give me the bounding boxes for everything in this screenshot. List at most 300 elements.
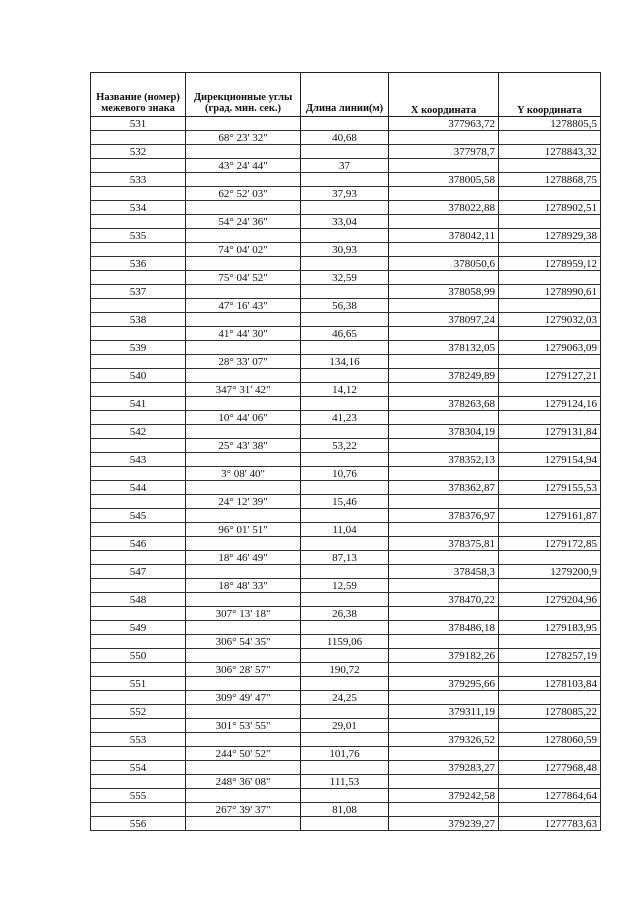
empty-cell	[91, 439, 186, 453]
empty-cell	[389, 467, 499, 481]
x-coordinate-cell: 378249,89	[389, 369, 499, 383]
point-row	[91, 285, 601, 299]
segment-row	[91, 495, 601, 509]
empty-cell	[301, 229, 389, 243]
line-length-cell: 53,22	[301, 439, 389, 453]
y-coordinate-cell: 1279161,87	[499, 509, 601, 523]
empty-cell	[301, 285, 389, 299]
empty-cell	[389, 635, 499, 649]
empty-cell	[499, 299, 601, 313]
mark-name-cell: 543	[91, 453, 186, 467]
empty-cell	[389, 271, 499, 285]
bearing-angle-cell: 68° 23' 32"	[186, 131, 301, 145]
empty-cell	[91, 663, 186, 677]
y-coordinate-cell: 1279032,03	[499, 313, 601, 327]
empty-cell	[91, 803, 186, 817]
empty-cell	[389, 607, 499, 621]
x-coordinate-cell: 378362,87	[389, 481, 499, 495]
empty-cell	[389, 383, 499, 397]
empty-cell	[499, 719, 601, 733]
empty-cell	[301, 201, 389, 215]
x-coordinate-cell: 378022,88	[389, 201, 499, 215]
point-row	[91, 229, 601, 243]
empty-cell	[91, 607, 186, 621]
point-row	[91, 677, 601, 691]
empty-cell	[91, 355, 186, 369]
y-coordinate-cell: 1278929,38	[499, 229, 601, 243]
point-row	[91, 649, 601, 663]
empty-cell	[389, 243, 499, 257]
segment-row	[91, 467, 601, 481]
segment-row	[91, 579, 601, 593]
line-length-cell: 190,72	[301, 663, 389, 677]
empty-cell	[499, 215, 601, 229]
empty-cell	[389, 523, 499, 537]
line-length-cell: 37,93	[301, 187, 389, 201]
point-row	[91, 341, 601, 355]
bearing-angle-cell: 267° 39' 37"	[186, 803, 301, 817]
empty-cell	[301, 565, 389, 579]
bearing-angle-cell: 24° 12' 39"	[186, 495, 301, 509]
segment-row	[91, 299, 601, 313]
point-row	[91, 117, 601, 131]
mark-name-cell: 537	[91, 285, 186, 299]
bearing-angle-cell: 28° 33' 07"	[186, 355, 301, 369]
y-coordinate-cell: 1279131,84	[499, 425, 601, 439]
empty-cell	[389, 747, 499, 761]
bearing-angle-cell: 347° 31' 42"	[186, 383, 301, 397]
empty-cell	[301, 481, 389, 495]
empty-cell	[499, 551, 601, 565]
empty-cell	[91, 299, 186, 313]
point-row	[91, 453, 601, 467]
empty-cell	[499, 691, 601, 705]
header-y: Y координата	[499, 73, 601, 117]
line-length-cell: 12,59	[301, 579, 389, 593]
empty-cell	[186, 397, 301, 411]
point-row	[91, 397, 601, 411]
empty-cell	[186, 649, 301, 663]
empty-cell	[186, 229, 301, 243]
point-row	[91, 565, 601, 579]
empty-cell	[499, 523, 601, 537]
y-coordinate-cell: 1279154,94	[499, 453, 601, 467]
y-coordinate-cell: 1279063,09	[499, 341, 601, 355]
point-row	[91, 621, 601, 635]
empty-cell	[186, 565, 301, 579]
empty-cell	[301, 817, 389, 831]
mark-name-cell: 540	[91, 369, 186, 383]
y-coordinate-cell: 1279200,9	[499, 565, 601, 579]
empty-cell	[389, 719, 499, 733]
header-x: X координата	[389, 73, 499, 117]
bearing-angle-cell: 306° 54' 35"	[186, 635, 301, 649]
header-length: Длина линии(м)	[301, 73, 389, 117]
empty-cell	[186, 789, 301, 803]
bearing-angle-cell: 75° 04' 52"	[186, 271, 301, 285]
x-coordinate-cell: 379283,27	[389, 761, 499, 775]
empty-cell	[389, 299, 499, 313]
segment-row	[91, 747, 601, 761]
line-length-cell: 40,68	[301, 131, 389, 145]
x-coordinate-cell: 379311,19	[389, 705, 499, 719]
y-coordinate-cell: 1278868,75	[499, 173, 601, 187]
mark-name-cell: 554	[91, 761, 186, 775]
line-length-cell: 32,59	[301, 271, 389, 285]
y-coordinate-cell: 1278103,84	[499, 677, 601, 691]
empty-cell	[91, 383, 186, 397]
mark-name-cell: 541	[91, 397, 186, 411]
empty-cell	[91, 691, 186, 705]
segment-row	[91, 663, 601, 677]
mark-name-cell: 552	[91, 705, 186, 719]
segment-row	[91, 775, 601, 789]
point-row	[91, 509, 601, 523]
segment-row	[91, 327, 601, 341]
mark-name-cell: 545	[91, 509, 186, 523]
bearing-angle-cell: 306° 28' 57"	[186, 663, 301, 677]
line-length-cell: 111,53	[301, 775, 389, 789]
mark-name-cell: 531	[91, 117, 186, 131]
empty-cell	[301, 761, 389, 775]
y-coordinate-cell: 1278805,5	[499, 117, 601, 131]
bearing-angle-cell: 41° 44' 30"	[186, 327, 301, 341]
y-coordinate-cell: 1279183,95	[499, 621, 601, 635]
line-length-cell: 33,04	[301, 215, 389, 229]
line-length-cell: 10,76	[301, 467, 389, 481]
bearing-angle-cell: 25° 43' 38"	[186, 439, 301, 453]
empty-cell	[499, 355, 601, 369]
empty-cell	[301, 313, 389, 327]
y-coordinate-cell: 1279155,53	[499, 481, 601, 495]
empty-cell	[301, 537, 389, 551]
point-row	[91, 425, 601, 439]
x-coordinate-cell: 377963,72	[389, 117, 499, 131]
empty-cell	[91, 411, 186, 425]
x-coordinate-cell: 378097,24	[389, 313, 499, 327]
bearing-angle-cell: 18° 48' 33"	[186, 579, 301, 593]
empty-cell	[91, 747, 186, 761]
empty-cell	[389, 439, 499, 453]
empty-cell	[301, 789, 389, 803]
y-coordinate-cell: 1278902,51	[499, 201, 601, 215]
empty-cell	[499, 271, 601, 285]
point-row	[91, 537, 601, 551]
empty-cell	[186, 453, 301, 467]
empty-cell	[186, 425, 301, 439]
line-length-cell: 11,04	[301, 523, 389, 537]
point-row	[91, 145, 601, 159]
bearing-angle-cell: 43° 24' 44"	[186, 159, 301, 173]
empty-cell	[301, 425, 389, 439]
empty-cell	[186, 313, 301, 327]
mark-name-cell: 538	[91, 313, 186, 327]
empty-cell	[301, 173, 389, 187]
empty-cell	[499, 467, 601, 481]
mark-name-cell: 536	[91, 257, 186, 271]
segment-row	[91, 243, 601, 257]
segment-row	[91, 439, 601, 453]
point-row	[91, 481, 601, 495]
line-length-cell: 15,46	[301, 495, 389, 509]
segment-row	[91, 607, 601, 621]
line-length-cell: 26,38	[301, 607, 389, 621]
empty-cell	[301, 397, 389, 411]
empty-cell	[186, 817, 301, 831]
mark-name-cell: 556	[91, 817, 186, 831]
empty-cell	[186, 705, 301, 719]
bearing-angle-cell: 62° 52' 03"	[186, 187, 301, 201]
segment-row	[91, 271, 601, 285]
point-row	[91, 257, 601, 271]
segment-row	[91, 551, 601, 565]
mark-name-cell: 539	[91, 341, 186, 355]
empty-cell	[91, 243, 186, 257]
point-row	[91, 789, 601, 803]
x-coordinate-cell: 378375,81	[389, 537, 499, 551]
empty-cell	[186, 201, 301, 215]
empty-cell	[499, 635, 601, 649]
line-length-cell: 14,12	[301, 383, 389, 397]
x-coordinate-cell: 379295,66	[389, 677, 499, 691]
empty-cell	[91, 551, 186, 565]
y-coordinate-cell: 1279204,96	[499, 593, 601, 607]
boundary-marks-table	[90, 72, 601, 831]
line-length-cell: 37	[301, 159, 389, 173]
point-row	[91, 173, 601, 187]
x-coordinate-cell: 378005,58	[389, 173, 499, 187]
line-length-cell: 46,65	[301, 327, 389, 341]
y-coordinate-cell: 1278257,19	[499, 649, 601, 663]
empty-cell	[499, 383, 601, 397]
x-coordinate-cell: 378470,22	[389, 593, 499, 607]
bearing-angle-cell: 96° 01' 51"	[186, 523, 301, 537]
empty-cell	[301, 453, 389, 467]
empty-cell	[389, 355, 499, 369]
segment-row	[91, 159, 601, 173]
mark-name-cell: 549	[91, 621, 186, 635]
empty-cell	[91, 187, 186, 201]
segment-row	[91, 719, 601, 733]
y-coordinate-cell: 1279124,16	[499, 397, 601, 411]
empty-cell	[499, 327, 601, 341]
x-coordinate-cell: 378058,99	[389, 285, 499, 299]
line-length-cell: 41,23	[301, 411, 389, 425]
empty-cell	[499, 775, 601, 789]
empty-cell	[301, 341, 389, 355]
segment-row	[91, 691, 601, 705]
empty-cell	[389, 411, 499, 425]
empty-cell	[91, 131, 186, 145]
point-row	[91, 201, 601, 215]
empty-cell	[91, 327, 186, 341]
table-body	[91, 117, 601, 831]
x-coordinate-cell: 379326,52	[389, 733, 499, 747]
empty-cell	[301, 509, 389, 523]
empty-cell	[91, 775, 186, 789]
empty-cell	[91, 579, 186, 593]
point-row	[91, 733, 601, 747]
line-length-cell: 29,01	[301, 719, 389, 733]
y-coordinate-cell: 1277783,63	[499, 817, 601, 831]
empty-cell	[186, 593, 301, 607]
empty-cell	[499, 495, 601, 509]
bearing-angle-cell: 10° 44' 06"	[186, 411, 301, 425]
point-row	[91, 369, 601, 383]
header-name: Название (номер) межевого знака	[91, 73, 186, 117]
empty-cell	[301, 257, 389, 271]
point-row	[91, 313, 601, 327]
empty-cell	[91, 271, 186, 285]
segment-row	[91, 187, 601, 201]
empty-cell	[186, 761, 301, 775]
empty-cell	[389, 551, 499, 565]
mark-name-cell: 542	[91, 425, 186, 439]
point-row	[91, 705, 601, 719]
mark-name-cell: 535	[91, 229, 186, 243]
segment-row	[91, 383, 601, 397]
empty-cell	[499, 131, 601, 145]
bearing-angle-cell: 3° 08' 40"	[186, 467, 301, 481]
x-coordinate-cell: 378263,68	[389, 397, 499, 411]
empty-cell	[186, 257, 301, 271]
x-coordinate-cell: 378132,05	[389, 341, 499, 355]
line-length-cell: 87,13	[301, 551, 389, 565]
x-coordinate-cell: 378304,19	[389, 425, 499, 439]
y-coordinate-cell: 1278990,61	[499, 285, 601, 299]
empty-cell	[301, 593, 389, 607]
x-coordinate-cell: 378376,97	[389, 509, 499, 523]
empty-cell	[91, 467, 186, 481]
empty-cell	[499, 187, 601, 201]
empty-cell	[91, 719, 186, 733]
line-length-cell: 30,93	[301, 243, 389, 257]
empty-cell	[91, 215, 186, 229]
empty-cell	[301, 145, 389, 159]
empty-cell	[301, 369, 389, 383]
line-length-cell: 1159,06	[301, 635, 389, 649]
bearing-angle-cell: 248° 36' 08"	[186, 775, 301, 789]
mark-name-cell: 547	[91, 565, 186, 579]
point-row	[91, 761, 601, 775]
empty-cell	[499, 803, 601, 817]
empty-cell	[389, 495, 499, 509]
segment-row	[91, 411, 601, 425]
bearing-angle-cell: 309° 49' 47"	[186, 691, 301, 705]
empty-cell	[301, 621, 389, 635]
line-length-cell: 81,08	[301, 803, 389, 817]
empty-cell	[186, 733, 301, 747]
empty-cell	[186, 145, 301, 159]
mark-name-cell: 534	[91, 201, 186, 215]
line-length-cell: 24,25	[301, 691, 389, 705]
empty-cell	[91, 159, 186, 173]
empty-cell	[389, 663, 499, 677]
empty-cell	[301, 649, 389, 663]
point-row	[91, 593, 601, 607]
empty-cell	[301, 733, 389, 747]
point-row	[91, 817, 601, 831]
y-coordinate-cell: 1278843,32	[499, 145, 601, 159]
empty-cell	[91, 635, 186, 649]
bearing-angle-cell: 244° 50' 52"	[186, 747, 301, 761]
bearing-angle-cell: 74° 04' 02"	[186, 243, 301, 257]
empty-cell	[301, 677, 389, 691]
mark-name-cell: 546	[91, 537, 186, 551]
empty-cell	[389, 187, 499, 201]
y-coordinate-cell: 1277864,64	[499, 789, 601, 803]
empty-cell	[186, 341, 301, 355]
segment-row	[91, 131, 601, 145]
empty-cell	[499, 607, 601, 621]
empty-cell	[499, 663, 601, 677]
bearing-angle-cell: 307° 13' 18"	[186, 607, 301, 621]
empty-cell	[186, 173, 301, 187]
x-coordinate-cell: 379239,27	[389, 817, 499, 831]
empty-cell	[91, 523, 186, 537]
segment-row	[91, 355, 601, 369]
empty-cell	[499, 579, 601, 593]
bearing-angle-cell: 47° 16' 43"	[186, 299, 301, 313]
segment-row	[91, 523, 601, 537]
y-coordinate-cell: 1277968,48	[499, 761, 601, 775]
mark-name-cell: 544	[91, 481, 186, 495]
empty-cell	[301, 117, 389, 131]
x-coordinate-cell: 377978,7	[389, 145, 499, 159]
x-coordinate-cell: 379182,26	[389, 649, 499, 663]
mark-name-cell: 553	[91, 733, 186, 747]
x-coordinate-cell: 378042,11	[389, 229, 499, 243]
header-angle: Дирекционные углы (град. мин. сек.)	[186, 73, 301, 117]
line-length-cell: 101,76	[301, 747, 389, 761]
empty-cell	[389, 775, 499, 789]
empty-cell	[186, 117, 301, 131]
empty-cell	[389, 691, 499, 705]
empty-cell	[389, 131, 499, 145]
empty-cell	[301, 705, 389, 719]
x-coordinate-cell: 378486,18	[389, 621, 499, 635]
empty-cell	[186, 537, 301, 551]
empty-cell	[186, 285, 301, 299]
x-coordinate-cell: 378458,3	[389, 565, 499, 579]
empty-cell	[499, 439, 601, 453]
bearing-angle-cell: 301° 53' 55"	[186, 719, 301, 733]
mark-name-cell: 555	[91, 789, 186, 803]
empty-cell	[389, 327, 499, 341]
empty-cell	[499, 159, 601, 173]
empty-cell	[186, 481, 301, 495]
y-coordinate-cell: 1279172,85	[499, 537, 601, 551]
bearing-angle-cell: 18° 46' 49"	[186, 551, 301, 565]
empty-cell	[499, 243, 601, 257]
x-coordinate-cell: 378050,6	[389, 257, 499, 271]
x-coordinate-cell: 379242,58	[389, 789, 499, 803]
empty-cell	[389, 803, 499, 817]
empty-cell	[186, 621, 301, 635]
empty-cell	[186, 369, 301, 383]
empty-cell	[389, 159, 499, 173]
segment-row	[91, 803, 601, 817]
empty-cell	[499, 411, 601, 425]
y-coordinate-cell: 1278959,12	[499, 257, 601, 271]
segment-row	[91, 635, 601, 649]
mark-name-cell: 548	[91, 593, 186, 607]
y-coordinate-cell: 1278060,59	[499, 733, 601, 747]
empty-cell	[186, 509, 301, 523]
bearing-angle-cell: 54° 24' 36"	[186, 215, 301, 229]
segment-row	[91, 215, 601, 229]
empty-cell	[389, 215, 499, 229]
